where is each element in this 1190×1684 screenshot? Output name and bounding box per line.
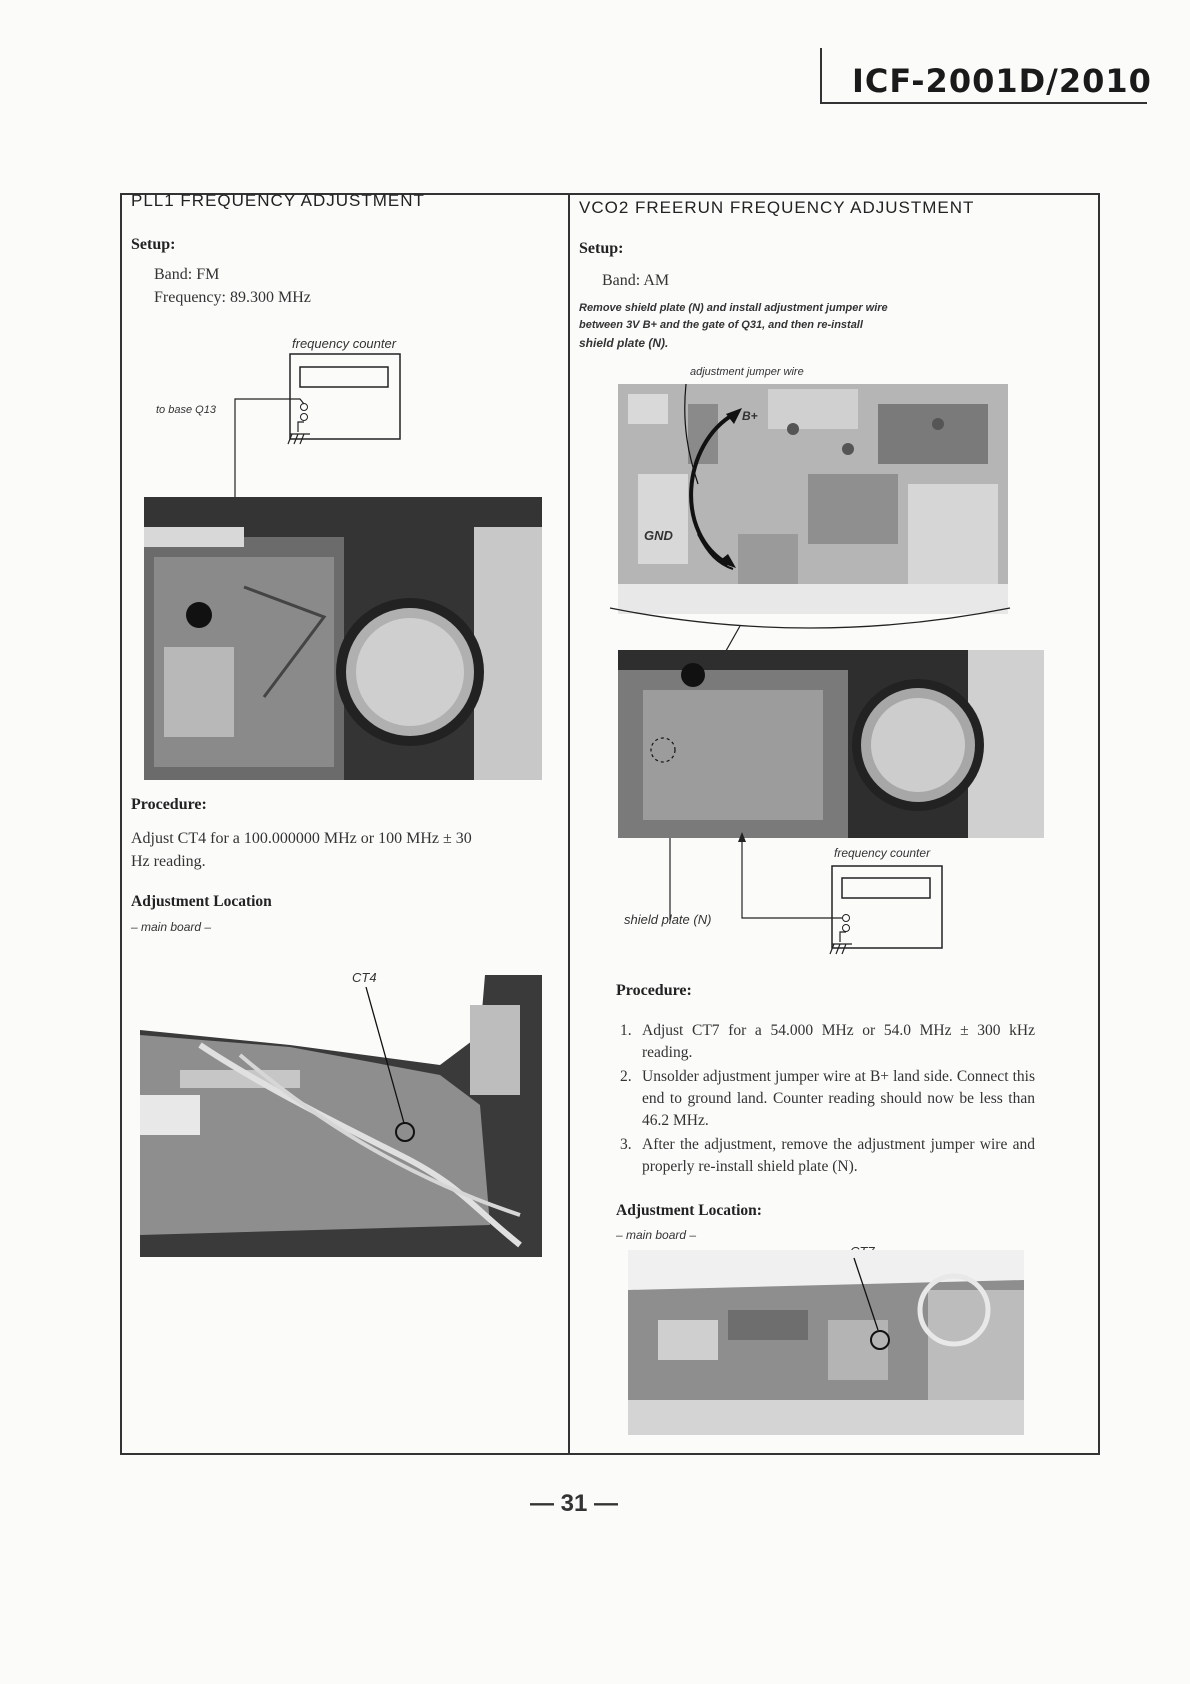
procedure-text-line1: Adjust CT4 for a 100.000000 MHz or 100 MHz ± 30 [131,830,472,847]
setup-label-right: Setup: [579,240,624,257]
probe-arrow-right [738,832,746,842]
photo-pcb-closeup [618,384,1008,614]
procedure-text-line2: Hz reading. [131,853,206,870]
main-board-label: – main board – [131,920,212,934]
counter-ground-terminal-right [843,925,850,932]
probe-label: to base Q13 [156,404,216,416]
band-value: Band: FM [154,266,220,283]
ground-wire [298,422,304,432]
counter-input-terminal [301,404,308,411]
gnd-label: GND [644,528,673,543]
column-divider [568,193,570,1453]
photo-main-board-ct7-art [628,1250,1024,1435]
procedure-label-right: Procedure: [616,982,692,999]
ground-symbol-right [830,944,852,954]
photo-main-board-ct7 [628,1250,1024,1435]
frequency-counter-diagram-right [620,830,990,980]
frequency-counter-label: frequency counter [292,336,397,351]
frequency-counter-label-right: frequency counter [834,846,931,860]
jumper-wire-label: adjustment jumper wire [690,366,804,378]
probe-wire-right [742,838,842,918]
procedure-steps [620,1020,1035,1180]
step-text: Adjust CT7 for a 54.000 MHz or 54.0 MHz ± 300 kHz reading. [642,1022,1035,1061]
model-number: ICF-2001D/2010 [852,62,1152,100]
procedure-step [620,1066,1035,1132]
setup-note-line2: between 3V B+ and the gate of Q31, and then re-install [579,319,863,331]
photo-radio-internal [144,497,542,780]
section-title-vco2: VCO2 FREERUN FREQUENCY ADJUSTMENT [579,198,975,217]
setup-note-line1: Remove shield plate (N) and install adjustment jumper wire [579,302,888,314]
photo-radio-internal-art [144,497,542,780]
procedure-step [620,1020,1035,1064]
step-number: 2. [620,1068,632,1085]
counter-input-terminal-right [843,915,850,922]
step-number: 1. [620,1022,632,1039]
adjustment-location-label-right: Adjustment Location: [616,1202,762,1219]
section-title-pll1: PLL1 FREQUENCY ADJUSTMENT [131,191,425,210]
setup-label: Setup: [131,236,176,253]
ground-wire-right [840,932,846,942]
band-value-right: Band: AM [602,272,670,289]
step-text: After the adjustment, remove the adjustment jumper wire and properly re-install shield plate (N). [642,1136,1035,1175]
photo-radio-internal-right-art [618,650,1044,838]
counter-display [300,367,388,387]
jumper-arrows [618,384,1008,614]
bplus-label: B+ [742,409,758,423]
main-board-label-right: – main board – [616,1228,697,1242]
ct4-pointer [140,975,542,1257]
step-number: 3. [620,1136,632,1153]
frequency-counter-diagram [240,352,460,462]
photo-radio-internal-right [618,650,1044,838]
page-number: — 31 — [530,1490,619,1517]
adjustment-location-label: Adjustment Location [131,893,272,910]
step-text: Unsolder adjustment jumper wire at B+ land side. Connect this end to ground land. Counter reading should now be less than 46.2 MHz. [642,1068,1035,1129]
procedure-label: Procedure: [131,796,207,813]
setup-note-line3: shield plate (N). [579,336,669,350]
procedure-step [620,1134,1035,1178]
model-header-box [820,48,1152,104]
counter-ground-terminal [301,414,308,421]
frequency-value: Frequency: 89.300 MHz [154,289,311,306]
photo-main-board-ct4 [140,975,542,1257]
shield-plate-label: shield plate (N) [624,912,712,927]
counter-display-right [842,878,930,898]
ct4-label: CT4 [352,970,377,985]
